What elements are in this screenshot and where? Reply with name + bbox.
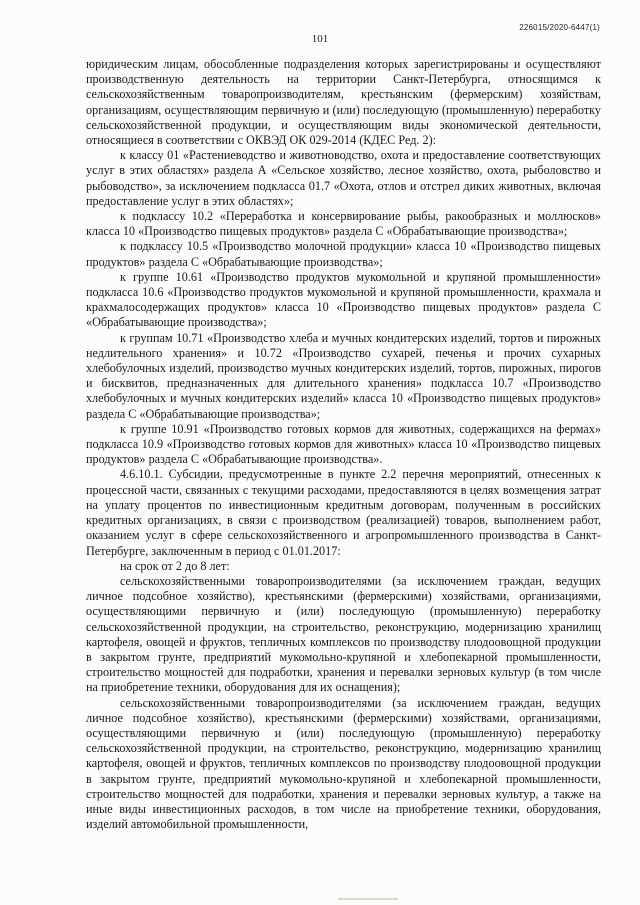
paragraph-clause-4-6-10-1: 4.6.10.1. Субсидии, предусмотренные в пункте 2.2 перечня мероприятий, отнесенных к процессной части, связанных с текущими расходами, предоставляются в целях возмещения затрат на уплату процентов по инвестиционным кредитным договорам, полученным в российских кредитных организациях, в связи с производством (реализацией) товаров, выполнением работ, оказанием услуг в сфере сельскохозяйственного и агропромышленного производства в Санкт-Петербурге, заключенным в период с 01.01.2017: [86, 467, 601, 558]
paragraph-groups-10-71-10-72: к группам 10.71 «Производство хлеба и мучных кондитерских изделий, тортов и пирожных недлительного хранения» и 10.72 «Производство сухарей, печенья и прочих сухарных хлебобулочных изделий, производство мучных кондитерских изделий, тортов, пирожных, пирогов и бисквитов, предназначенных для длительного хранения» подкласса 10.7 «Производство хлебобулочных и мучных кондитерских изделий» класса 10 «Производство пищевых продуктов» раздела С «Обрабатывающие производства»; [86, 330, 601, 421]
document-body [86, 57, 601, 832]
paragraph-subclass-10-2: к подклассу 10.2 «Переработка и консервирование рыбы, ракообразных и моллюсков» класса 10 «Производство пищевых продуктов» раздела С «Обрабатывающие производства»; [86, 209, 601, 239]
paragraph-class-01: к классу 01 «Растениеводство и животноводство, охота и предоставление соответствующих услуг в этих областях» раздела А «Сельское хозяйство, лесное хозяйство, охота, рыболовство и рыбоводство», за исключением подкласса 01.7 «Охота, отлов и отстрел диких животных, включая предоставление услуг в этих областях»; [86, 148, 601, 208]
paragraph-recipients-1: сельскохозяйственными товаропроизводителями (за исключением граждан, ведущих личное подсобное хозяйство), крестьянскими (фермерскими) хозяйствами, организациями, осуществляющими первичную и (или) последующую (промышленную) переработку сельскохозяйственной продукции, на строительство, реконструкцию, модернизацию хранилищ картофеля, овощей и фруктов, тепличных комплексов по производству плодоовощной продукции в закрытом грунте, предприятий мукомольно-крупяной и хлебопекарной промышленности, строительство мощностей для подработки, хранения и перевалки зерновых культур (в том числе на приобретение техники, оборудования для их оснащения); [86, 573, 601, 695]
paragraph-term: на срок от 2 до 8 лет: [120, 558, 230, 573]
paragraph-recipients-2: сельскохозяйственными товаропроизводителями (за исключением граждан, ведущих личное подсобное хозяйство), крестьянскими (фермерскими) хозяйствами, организациями, осуществляющими первичную и (или) последующую (промышленную) переработку сельскохозяйственной продукции, на строительство, реконструкцию, модернизацию хранилищ картофеля, овощей и фруктов, тепличных комплексов по производству плодоовощной продукции в закрытом грунте, предприятий мукомольно-крупяной и хлебопекарной промышленности, строительство мощностей для подработки, хранения и перевалки зерновых культур, а также на иные виды инвестиционных расходов, в том числе на приобретение техники, оборудования, изделий автомобильной промышленности, [86, 695, 601, 832]
paragraph-continuation: юридическим лицам, обособленные подразделения которых зарегистрированы и осуществляют производственную деятельность на территории Санкт-Петербурга, относящимся к сельскохозяйственным товаропроизводителям, крестьянским (фермерским) хозяйствам, организациям, осуществляющим первичную и (или) последующую (промышленную) переработку сельскохозяйственной продукции, и осуществляющим виды экономической деятельности, относящиеся в соответствии с ОКВЭД ОК 029-2014 (КДЕС Ред. 2): [86, 57, 601, 148]
scan-edge-mark [338, 898, 398, 900]
page-number: 101 [311, 33, 329, 45]
paragraph-group-10-61: к группе 10.61 «Производство продуктов мукомольной и крупяной промышленности» подкласса 10.6 «Производство продуктов мукомольной и крупяной промышленности, крахмала и крахмалосодержащих продуктов» класса 10 «Производство пищевых продуктов» раздела С «Обрабатывающие производства»; [86, 269, 601, 330]
paragraph-group-10-91: к группе 10.91 «Производство готовых кормов для животных, содержащихся на фермах» подкласса 10.9 «Производство готовых кормов для животных» класса 10 «Производство пищевых продуктов» раздела С «Обрабатывающие производства». [86, 421, 601, 467]
paragraph-subclass-10-5: к подклассу 10.5 «Производство молочной продукции» класса 10 «Производство пищевых продуктов» раздела С «Обрабатывающие производства»; [86, 239, 601, 269]
document-registration-number: 226015/2020-6447(1) [519, 23, 600, 32]
